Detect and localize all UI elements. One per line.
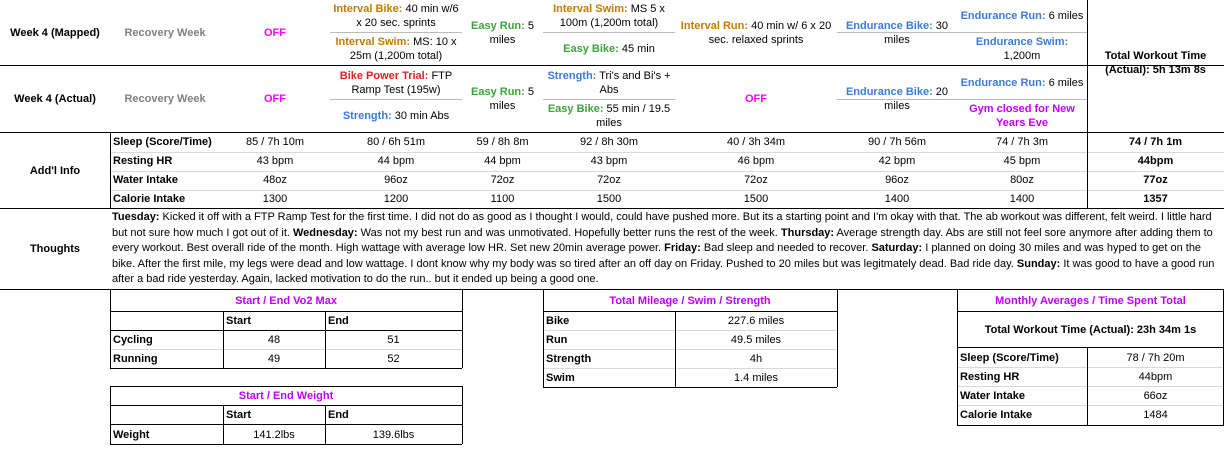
addl-total-cell: 74 / 7h 1m [1128,136,1183,148]
thoughts-label: Thoughts [29,243,81,255]
vo2-end-header: End [328,315,349,327]
addl-value-cell: 72oz [597,174,621,186]
addl-value-cell: 96oz [885,174,909,186]
mileage-row-label: Bike [546,315,570,327]
week-actual-thu-1: Strength: Tri's and Bi's + Abs [547,69,671,96]
addl-value-cell: 1400 [884,193,910,205]
addl-info-label: Add'l Info [29,164,81,177]
addl-value-cell: 1500 [743,193,769,205]
week-mapped-label: Week 4 (Mapped) [10,26,100,39]
addl-value-cell: 42 bpm [878,155,916,167]
week-mapped-tue-1: Interval Bike: 40 min w/6 x 20 sec. sprints [333,3,459,29]
week-mapped-fri: Interval Run: 40 min w/ 6 x 20 sec. relaxed sprints [680,19,832,46]
week-actual-sat: Endurance Bike: 20 miles [845,86,949,112]
monthly-row-value: 66oz [1143,390,1168,403]
monthly-row-value: 44bpm [1138,370,1173,383]
addl-value-cell: 96oz [384,174,408,186]
week-mapped-type: Recovery Week [124,26,206,39]
week-actual-tue-2: Strength: 30 min Abs [342,110,450,122]
addl-value-cell: 43 bpm [590,155,628,167]
week-mapped-mon: OFF [264,26,286,39]
week-actual-sun-1: Endurance Run: 6 miles [960,76,1084,89]
week-mapped-sat: Endurance Bike: 30 miles [845,19,949,46]
weight-end-value: 139.6lbs [372,428,415,441]
addl-value-cell: 90 / 7h 56m [867,136,927,148]
addl-value-cell: 40 / 3h 34m [726,136,786,148]
addl-value-cell: 80oz [1010,174,1034,186]
divider [462,386,463,444]
mileage-row-label: Swim [546,372,575,384]
week-mapped-sun-2: Endurance Swim: 1,200m [975,36,1069,62]
thought-day: Sunday: [1016,257,1061,270]
thought-text: I planned on doing 30 miles and was hyped to get on the bike. After the first mile, my legs were dead and low wattage. I dont know why my body was so tired after an off day on Friday. Pushed to 20 miles but was legitmately dead. Bad ride day. [112,242,1202,270]
thought-day: Thursday: [780,226,835,239]
vo2-start-header: Start [226,315,252,327]
monthly-row-label: Water Intake [960,390,1026,403]
mileage-row-value: 1.4 miles [733,372,779,384]
week-mapped-sun-1: Endurance Run: 6 miles [960,10,1084,22]
thought-day: Friday: [664,242,701,254]
monthly-title: Monthly Averages / Time Spent Total [995,294,1186,307]
weight-start-header: Start [226,409,252,421]
addl-value-cell: 1100 [490,193,515,205]
addl-value-cell: 1300 [262,193,288,205]
addl-value-cell: 1500 [596,193,622,205]
addl-total-cell: 77oz [1143,174,1168,186]
addl-value-cell: 74 / 7h 3m [996,136,1048,148]
addl-value-cell: 48oz [263,174,287,186]
monthly-row-label: Calorie Intake [960,409,1033,422]
mileage-row-value: 227.6 miles [727,315,785,327]
weight-title: Start / End Weight [238,390,334,402]
week-mapped-thu-2: Easy Bike: 45 min [563,43,655,55]
monthly-row-label: Sleep (Score/Time) [960,351,1059,364]
addl-value-cell: 46 bpm [737,155,775,167]
addl-value-cell: 44 bpm [484,155,521,167]
vo2-row-label: Running [113,353,158,365]
addl-row-label: Resting HR [113,155,173,167]
total-workout-time: Total Workout Time (Actual): 5h 13m 8s [1104,50,1207,76]
mileage-row-label: Strength [546,353,592,365]
thought-text: Bad sleep and needed to recover. [700,242,872,254]
monthly-total-workout: Total Workout Time (Actual): 23h 34m 1s [984,323,1197,336]
week-actual-type: Recovery Week [124,93,206,105]
thought-text: Was not my best run and was unmotivated. Hopefully better runs the rest of the week. [357,226,781,239]
vo2-row-start: 48 [267,334,281,346]
monthly-row-value: 1484 [1143,409,1168,422]
addl-value-cell: 85 / 7h 10m [245,136,305,148]
week-actual-thu-2: Easy Bike: 55 min / 19.5 miles [547,103,671,129]
week-actual-label: Week 4 (Actual) [14,93,96,105]
addl-row-label: Sleep (Score/Time) [113,136,212,148]
addl-value-cell: 1200 [383,193,409,205]
monthly-row-label: Resting HR [960,370,1020,383]
addl-value-cell: 45 bpm [1003,155,1041,167]
thought-text: It was good to have a good run after a bad ride yesterday. Again, lacked motivation to do the run.. but it ended up being a good one. [112,257,1215,285]
addl-value-cell: 43 bpm [256,155,294,167]
divider [837,289,838,387]
addl-value-cell: 92 / 8h 30m [579,136,639,148]
vo2-row-end: 51 [387,334,400,346]
thought-day: Wednesday: [293,226,358,239]
thought-day: Tuesday: [112,211,160,223]
thought-text: Kicked it off with a FTP Ramp Test for the first time. I did not do as good as I thought I would, could have pushed more. But its a starting point and I'm okay with that. The ab workout was different, felt weird. I little hard but not sure how much I got out of it. [112,211,1212,239]
weight-end-header: End [328,409,349,421]
divider [110,444,462,445]
divider [462,289,463,368]
divider [110,368,462,369]
addl-value-cell: 59 / 8h 8m [476,136,529,148]
addl-value-cell: 44 bpm [377,155,415,167]
addl-value-cell: 1400 [1009,193,1035,205]
vo2-title: Start / End Vo2 Max [235,294,337,307]
addl-value-cell: 80 / 6h 51m [366,136,426,148]
weight-start-value: 141.2lbs [253,428,295,441]
week-actual-wed: Easy Run: 5 miles [471,86,534,112]
divider [0,208,1224,209]
thoughts-text [112,210,1220,288]
addl-value-cell: 72oz [490,174,515,186]
vo2-row-end: 52 [387,353,400,365]
week-actual-sun-2: Gym closed for New Years Eve [969,103,1075,129]
week-mapped-thu-1: Interval Swim: MS 5 x 100m (1,200m total) [553,3,665,29]
week-mapped-tue-2: Interval Swim: MS: 10 x 25m (1,200m total) [335,36,457,62]
mileage-row-value: 4h [749,353,763,365]
addl-total-cell: 1357 [1143,193,1168,205]
addl-total-cell: 44bpm [1137,155,1174,167]
addl-value-cell: 72oz [744,174,768,186]
vo2-row-label: Cycling [113,334,153,346]
mileage-title: Total Mileage / Swim / Strength [609,294,771,307]
thought-day: Saturday: [871,242,923,254]
thought-text: Average strength day. Abs are still not feel sore anymore after adding them to every workout. Best overall ride of the month. High wattage with average low HR. Set new 20min average power. [112,226,1213,254]
divider [957,425,1224,426]
vo2-row-start: 49 [267,353,281,365]
week-actual-tue-1: Bike Power Trial: FTP Ramp Test (195w) [339,69,453,96]
week-actual-mon: OFF [264,93,286,105]
weight-row-label: Weight [113,428,150,441]
addl-row-label: Calorie Intake [113,193,186,205]
mileage-row-label: Run [546,334,568,346]
week-actual-fri: OFF [745,93,767,105]
monthly-row-value: 78 / 7h 20m [1126,351,1185,364]
mileage-row-value: 49.5 miles [730,334,782,346]
week-mapped-wed: Easy Run: 5 miles [471,19,534,46]
addl-row-label: Water Intake [113,174,179,186]
divider [543,387,837,388]
